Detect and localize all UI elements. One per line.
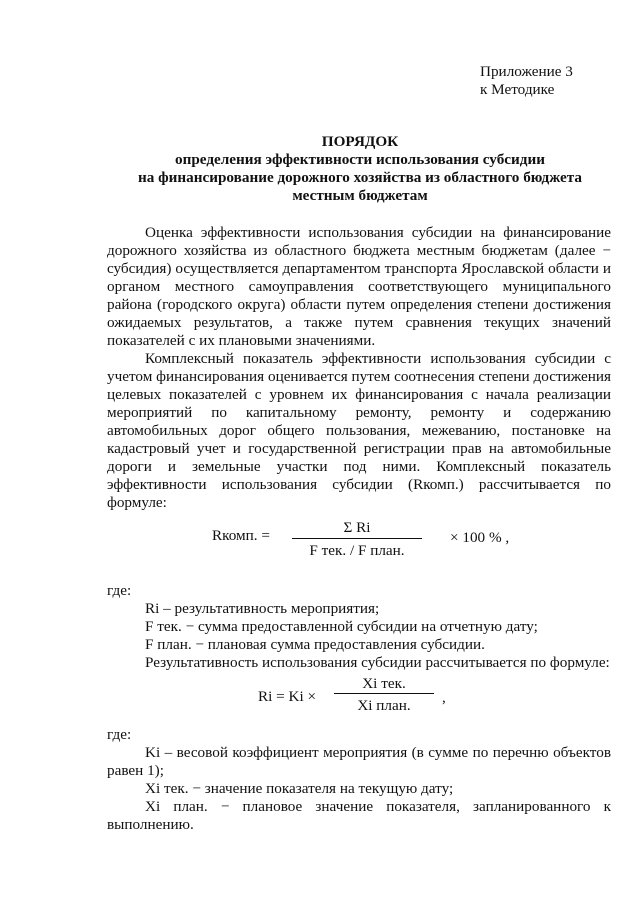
annex-number: Приложение 3: [480, 63, 573, 80]
definition-xi-current: Xi тек. − значение показателя на текущую дату;: [145, 780, 454, 797]
formula-effectiveness: [258, 675, 458, 721]
title-heading: ПОРЯДОК: [321, 133, 399, 150]
definition-ki: Ki – весовой коэффициент мероприятия (в сумме по перечню объектов равен 1);: [107, 744, 611, 779]
definition-ri: Ri – результативность мероприятия;: [145, 600, 380, 617]
formula1-fraction-bar: [292, 538, 422, 539]
title-line-4: местным бюджетам: [292, 187, 428, 204]
formula1-numerator: Σ Ri: [343, 519, 371, 536]
where-label-1: где:: [107, 582, 132, 599]
formula2-comma: ,: [442, 689, 446, 706]
definition-f-plan: F план. − плановая сумма предоставления субсидии.: [145, 636, 485, 653]
definition-xi-plan: Xi план. − плановое значение показателя, запланированного к выполнению.: [107, 798, 611, 833]
paragraph-complex-indicator: Комплексный показатель эффективности использования субсидии с учетом финансирования оценивается путем соотнесения степени достижения целевых показателей с уровнем их финансирования с начала реализации мероприятий по капитальному ремонту, ремонту и содержанию автомобильных дорог общего пользования, межеванию, постановке на кадастровый учет и государственной регистрации прав на автомобильные дороги и земельные участки под ними. Комплексный показатель эффективности использования субсидии (Rкомп.) рассчитывается по формуле:: [107, 350, 611, 511]
paragraph-intro: Оценка эффективности использования субсидии на финансирование дорожного хозяйства из областного бюджета местным бюджетам (далее − субсидия) осуществляется департаментом транспорта Ярославской области и органом местного самоуправления соответствующего муниципального района (городского округа) области путем определения степени достижения ожидаемых результатов, а также путем сравнения текущих значений показателей с их плановыми значениями.: [107, 224, 611, 349]
annex-reference: [480, 63, 630, 99]
title-line-2: определения эффективности использования субсидии: [175, 151, 545, 168]
definition-result-formula-intro: Результативность использования субсидии рассчитывается по формуле:: [145, 654, 610, 671]
formula1-multiplier: × 100 % ,: [450, 529, 510, 546]
formula2-numerator: Xi тек.: [362, 675, 406, 692]
annex-methodology: к Методике: [480, 81, 555, 98]
definitions-block-2: [107, 726, 611, 834]
formula-complex-indicator: [212, 519, 542, 567]
definitions-block-1: [107, 582, 611, 672]
document-body: [107, 224, 611, 512]
title-line-3: на финансирование дорожного хозяйства из областного бюджета: [138, 169, 582, 186]
formula1-label: Rкомп. =: [212, 527, 270, 544]
definition-f-current: F тек. − сумма предоставленной субсидии на отчетную дату;: [145, 618, 538, 635]
formula1-denominator: F тек. / F план.: [309, 542, 405, 559]
formula2-fraction-bar: [334, 693, 434, 694]
formula2-denominator: Xi план.: [357, 697, 411, 714]
formula2-label: Ri = Ki ×: [258, 688, 317, 705]
where-label-2: где:: [107, 726, 132, 743]
document-title: [100, 133, 620, 205]
